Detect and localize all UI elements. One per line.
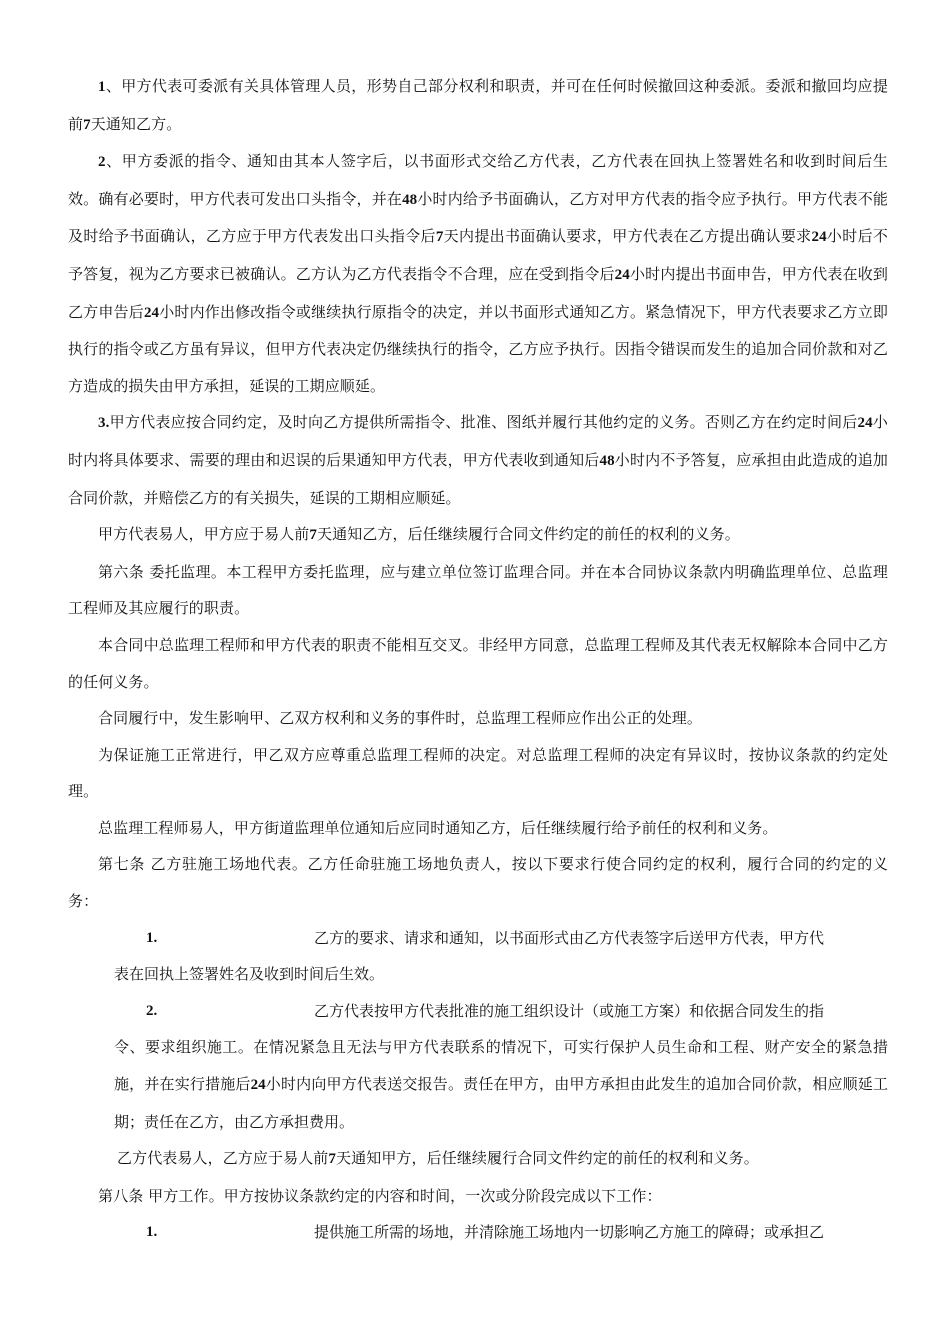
number-hours: 48 <box>402 191 418 208</box>
paragraph-text: 天通知甲方，后任继续履行合同文件约定的前任的权利和义务。 <box>336 1149 759 1168</box>
paragraph-representative-change <box>68 516 888 554</box>
list-item <box>68 920 888 993</box>
article-six: 第六条 委托监理。本工程甲方委托监理，应与建立单位签订监理合同。并在本合同协议条款内明确监理单位、总监理工程师及其应履行的职责。 <box>68 562 888 618</box>
number-hours: 24 <box>857 415 873 432</box>
list-item <box>68 1214 888 1251</box>
list-item-text: 提供施工所需的场地，并清除施工场地内一切影响乙方施工的障碍；或承担乙 <box>314 1223 825 1242</box>
paragraph-text: 、甲方代表可委派有关具体管理人员，形势自己部分权利和职责，并可在任何时候撤回这种委派。委派和撤回均应提前 <box>68 77 888 133</box>
list-item <box>68 993 888 1140</box>
paragraph-text: 小时内不予答复，应承担由此造成的追加合同价款，并赔偿乙方的有关损失，延误的工期相应顺延。 <box>68 450 888 507</box>
list-item-text: 乙方的要求、请求和通知，以书面形式由乙方代表签字后送甲方代表，甲方代 <box>314 928 825 947</box>
number-hours: 48 <box>599 452 615 469</box>
paragraph-text: 小时内向甲方代表送交报告。责任在甲方，由甲方承担由此发生的追加合同价款，相应顺延工期；责任在乙方，由乙方承担费用。 <box>114 1075 888 1131</box>
paragraph-text: 乙方代表易人，乙方应于易人前 <box>117 1149 329 1168</box>
number-days: 7 <box>83 116 91 133</box>
number-hours: 24 <box>811 229 827 246</box>
paragraph-text: 天内提出书面确认要求，甲方代表在乙方提出确认要求 <box>443 227 812 246</box>
number-days: 7 <box>309 527 318 544</box>
number-hours: 24 <box>614 266 630 283</box>
paragraph-text: 天通知乙方。 <box>90 114 182 133</box>
list-item-text: 乙方代表按甲方代表批准的施工组织设计（或施工方案）和依据合同发生的指 <box>314 1001 825 1020</box>
list-item-text <box>114 1029 888 1140</box>
list-item-number: 1. <box>146 1224 158 1241</box>
paragraph-supervisor-decision: 为保证施工正常进行，甲乙双方应尊重总监理工程师的决定。对总监理工程师的决定有异议时，按协议条款的约定处理。 <box>68 745 888 801</box>
paragraph-text: 小时内提出书面申告，甲方代表在收到乙方申告后 <box>68 264 888 321</box>
paragraph-supervisor-handling: 合同履行中，发生影响甲、乙双方权利和义务的事件时，总监理工程师应作出公正的处理。 <box>98 709 703 728</box>
number-hours: 24 <box>143 304 160 321</box>
clause-number: 3. <box>98 415 110 432</box>
list-item-number: 1. <box>146 929 158 946</box>
list-item-text: 表在回执上签署姓名及收到时间后生效。 <box>114 965 385 984</box>
number-hours: 24 <box>250 1077 266 1094</box>
contract-body <box>68 68 888 1251</box>
paragraph-text: 、甲方委派的指令、通知由其本人签字后，以书面形式交给乙方代表，乙方代表在回执上签署姓名和收到时间后生效。确有必要时，甲方代表可发出口头指令，并在 <box>68 152 888 208</box>
paragraph-text: 小时内给予书面确认，乙方对甲方代表的指令应予执行。甲方代表不能及时给予书面确认，乙方应于甲方代表发出口头指令后 <box>68 189 889 246</box>
paragraph-text: 天通知乙方，后任继续履行合同文件约定的前任的权利的义务。 <box>317 525 740 544</box>
list-item-number: 2. <box>146 1002 158 1019</box>
paragraph-text: 小时内将具体要求、需要的理由和迟误的后果通知甲方代表，甲方代表收到通知后 <box>68 413 888 469</box>
paragraph-supervisor-change: 总监理工程师易人，甲方街道监理单位通知后应同时通知乙方，后任继续履行给予前任的权利和义务。 <box>98 818 778 837</box>
paragraph-contractor-rep-change <box>68 1140 888 1178</box>
number-days: 7 <box>435 229 444 246</box>
paragraph-representative-duties <box>68 404 888 516</box>
paragraph-text: 小时后不予答复，视为乙方要求已被确认。乙方认为乙方代表指令不合理，应在受到指令后 <box>68 227 889 283</box>
paragraph-instructions <box>68 143 888 404</box>
article-seven: 第七条 乙方驻施工场地代表。乙方任命驻施工场地负责人，按以下要求行使合同约定的权利，履行合同的约定的义务： <box>68 855 888 911</box>
article-eight: 第八条 甲方工作。甲方按协议条款约定的内容和时间，一次或分阶段完成以下工作： <box>98 1186 662 1205</box>
clause-number: 1 <box>98 79 106 95</box>
clause-number: 2 <box>98 154 106 171</box>
paragraph-supervisor-duties: 本合同中总监理工程师和甲方代表的职责不能相互交叉。非经甲方同意，总监理工程师及其代表无权解除本合同中乙方的任何义务。 <box>68 635 888 691</box>
number-days: 7 <box>328 1151 337 1168</box>
paragraph-text: 小时内作出修改指令或继续执行原指令的决定，并以书面形式通知乙方。紧急情况下，甲方代表要求乙方立即执行的指令或乙方虽有异议，但甲方代表决定仍继续执行的指令，乙方应予执行。因指令错误而发生的追加合同价款和对乙方造成的损失由甲方承担，延误的工期应顺延。 <box>68 302 888 395</box>
paragraph-text: 甲方代表应按合同约定，及时向乙方提供所需指令、批准、图纸并履行其他约定的义务。否则乙方在约定时间后 <box>109 413 858 432</box>
paragraph-delegation <box>68 68 888 143</box>
paragraph-text: 令、要求组织施工。在情况紧急且无法与甲方代表联系的情况下，可实行保护人员生命和工程、财产安全的紧急措施，并在实行措施后 <box>114 1038 888 1094</box>
paragraph-text: 甲方代表易人，甲方应于易人前 <box>98 525 310 544</box>
